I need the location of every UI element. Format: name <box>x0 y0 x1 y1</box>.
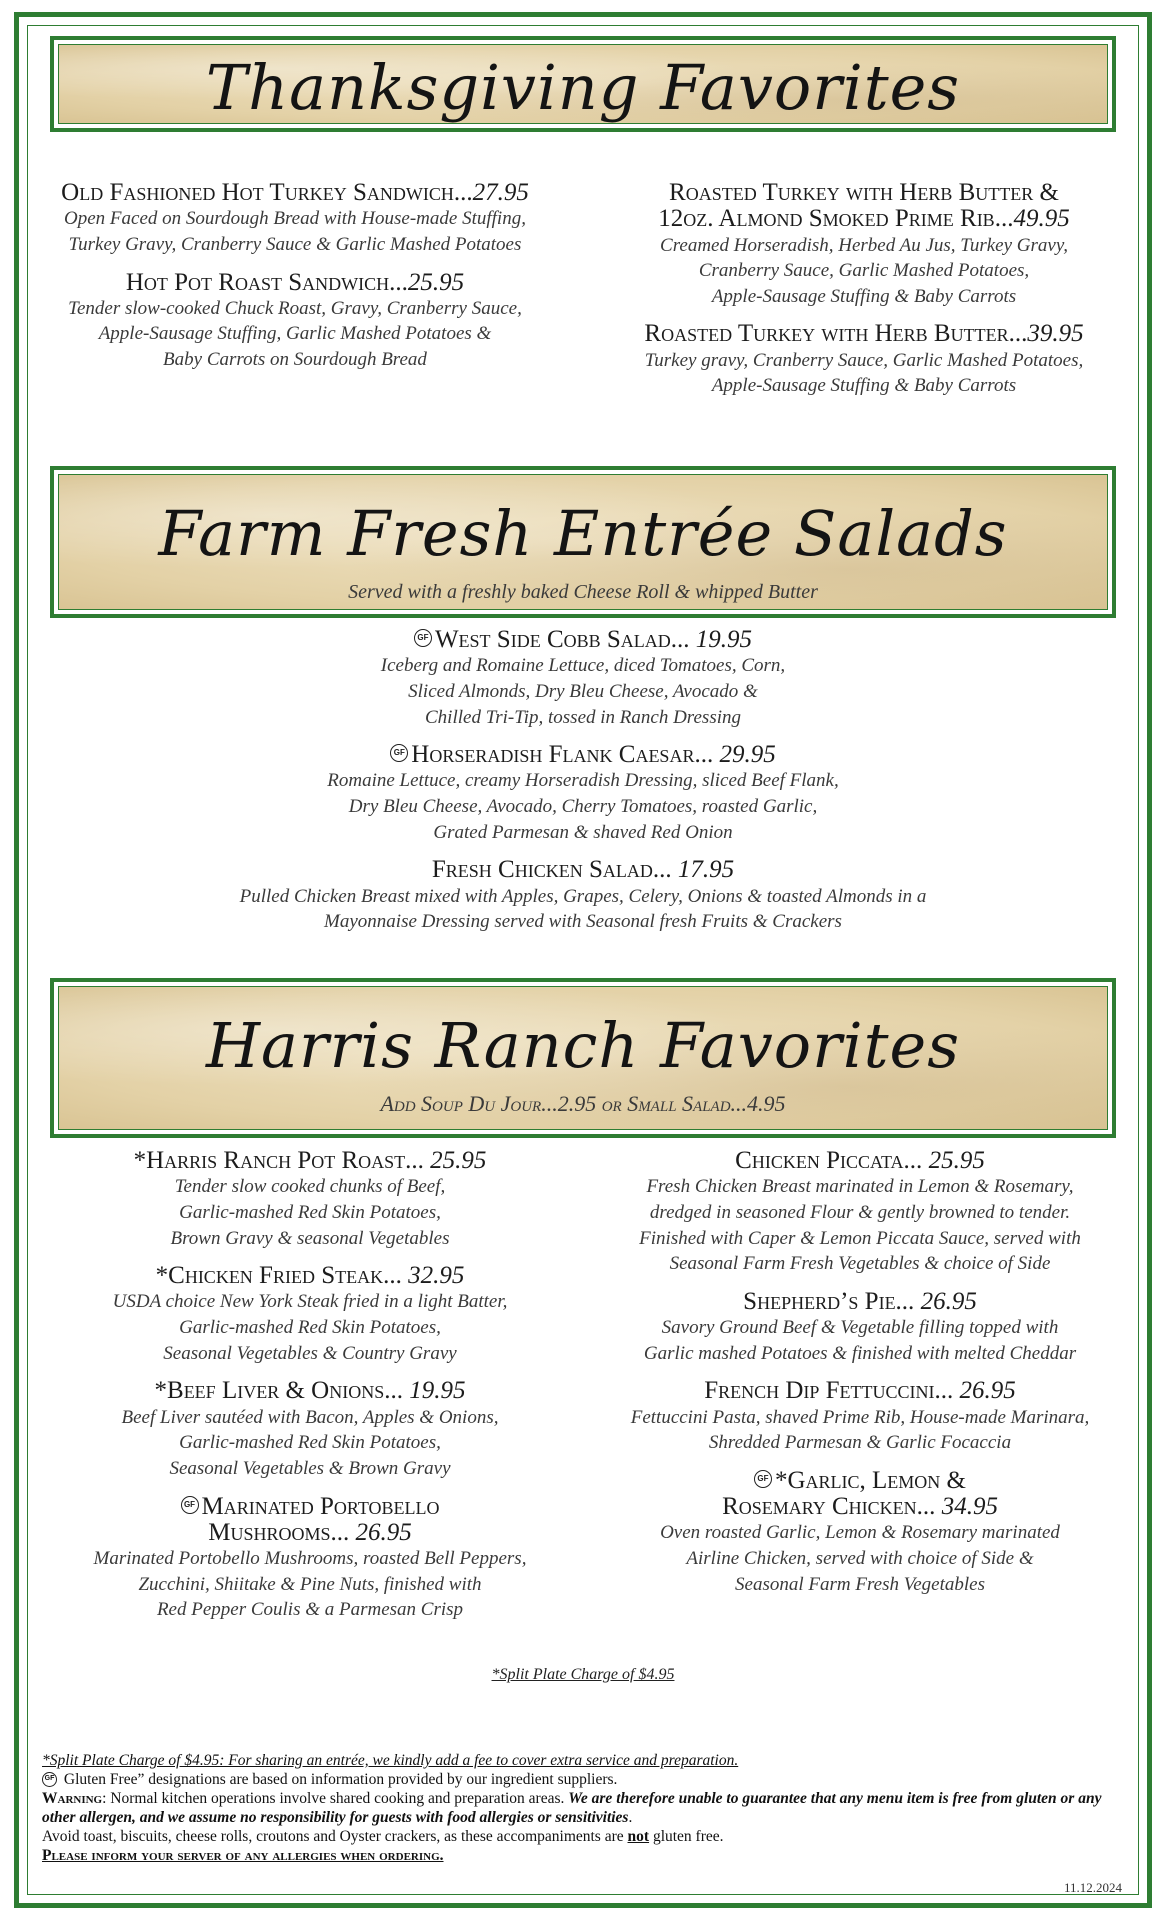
salads-subtitle: Served with a freshly baked Cheese Roll & whipped Butter <box>348 581 818 603</box>
item-description: Turkey gravy, Cranberry Sauce, Garlic Mashed Potatoes, Apple-Sausage Stuffing & Baby Carrots <box>644 349 1084 397</box>
menu-item <box>590 321 1138 399</box>
item-price: 29.95 <box>713 741 776 769</box>
menu-item <box>60 1494 560 1623</box>
item-name: Hot Pot Roast Sandwich...25.95 <box>125 268 465 296</box>
item-price: 25.95 <box>423 1147 487 1174</box>
harris-subtitle: Add Soup Du Jour...2.95 or Small Salad...4.95 <box>380 1091 786 1116</box>
menu-item <box>600 1378 1120 1456</box>
harris-left-column <box>60 1148 560 1635</box>
menu-date: 11.12.2024 <box>1063 1880 1122 1895</box>
item-name: *Harris Ranch Pot Roast... 25.95 <box>133 1147 487 1174</box>
item-price: 26.95 <box>953 1377 1016 1405</box>
item-description: Romaine Lettuce, creamy Horseradish Dressing, sliced Beef Flank, Dry Bleu Cheese, Avocado, Cherry Tomatoes, roasted Garlic, Grated Parmesan & shaved Red Onion <box>327 770 839 843</box>
gluten-free-icon: GF <box>754 1470 772 1488</box>
menu-item <box>30 180 560 258</box>
item-name: GF Marinated Portobello Mushrooms... 26.95 <box>60 1494 560 1547</box>
item-name: French Dip Fettuccini... 26.95 <box>704 1377 1016 1405</box>
salads-title: Farm Fresh Entrée Salads <box>158 497 1008 570</box>
item-description: Creamed Horseradish, Herbed Au Jus, Turkey Gravy, Cranberry Sauce, Garlic Mashed Potatoes, Apple-Sausage Stuffing & Baby Carrots <box>660 234 1068 307</box>
item-description: Oven roasted Garlic, Lemon & Rosemary marinated Airline Chicken, served with choice of Side & Seasonal Farm Fresh Vegetables <box>660 1522 1060 1595</box>
item-description: Marinated Portobello Mushrooms, roasted Bell Peppers, Zucchini, Shiitake & Pine Nuts, finished with Red Pepper Coulis & a Parmesan Crisp <box>93 1548 527 1621</box>
warning-disclaimer: Warning: Normal kitchen operations involve shared cooking and preparation areas. We are therefore unable to guarantee that any menu item is free from gluten or any other allergen, and we assume no responsibility for guests with food allergies or sensitivities. <box>42 1789 1102 1826</box>
harris-banner-parchment <box>58 986 1108 1130</box>
warning-label: Warning <box>42 1789 103 1807</box>
item-price: 26.95 <box>349 1518 412 1546</box>
item-price: 25.95 <box>922 1147 985 1174</box>
thanksgiving-right-column <box>590 180 1138 411</box>
thanksgiving-banner-parchment <box>58 44 1108 124</box>
item-description: Savory Ground Beef & Vegetable filling topped with Garlic mashed Potatoes & finished with melted Cheddar <box>643 1317 1077 1364</box>
item-description: Open Faced on Sourdough Bread with House-made Stuffing, Turkey Gravy, Cranberry Sauce & Garlic Mashed Potatoes <box>64 208 526 255</box>
item-description: Fresh Chicken Breast marinated in Lemon & Rosemary, dredged in seasoned Flour & gently browned to tender. Finished with Caper & Lemon Piccata Sauce, served with Seasonal Farm Fresh Vegetables & choice of Side <box>639 1176 1081 1275</box>
item-description: Tender slow-cooked Chuck Roast, Gravy, Cranberry Sauce, Apple-Sausage Stuffing, Garlic Mashed Potatoes & Baby Carrots on Sourdough Bread <box>68 297 522 371</box>
item-price: 19.95 <box>402 1377 466 1405</box>
item-name: Roasted Turkey with Herb Butter & 12oz. Almond Smoked Prime Rib...49.95 <box>658 179 1070 233</box>
menu-item <box>60 1263 560 1366</box>
item-price: 49.95 <box>1013 205 1070 233</box>
item-name: Chicken Piccata... 25.95 <box>735 1147 985 1174</box>
item-description: Fettuccini Pasta, shaved Prime Rib, House-made Marinara, Shredded Parmesan & Garlic Focaccia <box>630 1406 1090 1454</box>
split-plate-note: *Split Plate Charge of $4.95 <box>491 1666 675 1683</box>
salads-column <box>100 627 1066 947</box>
allergen-footer <box>42 1752 1122 1865</box>
harris-title: Harris Ranch Favorites <box>205 1009 961 1082</box>
item-name: GF *Garlic, Lemon & Rosemary Chicken... 34.95 <box>722 1466 998 1521</box>
gluten-free-icon: GF <box>42 1772 57 1787</box>
item-description: Tender slow cooked chunks of Beef, Garlic-mashed Red Skin Potatoes, Brown Gravy & seasonal Vegetables <box>170 1176 450 1249</box>
menu-item <box>600 1468 1120 1597</box>
item-price: 39.95 <box>1027 320 1084 348</box>
gluten-free-disclaimer: GF Gluten Free” designations are based on information provided by our ingredient suppliers. <box>42 1771 1122 1790</box>
item-name: *Beef Liver & Onions... 19.95 <box>154 1377 466 1405</box>
menu-item <box>30 270 560 373</box>
item-name: *Chicken Fried Steak... 32.95 <box>155 1262 465 1290</box>
thanksgiving-left-column <box>30 180 560 385</box>
item-name: Old Fashioned Hot Turkey Sandwich...27.95 <box>61 179 529 206</box>
salads-banner <box>50 466 1116 618</box>
item-description: Iceberg and Romaine Lettuce, diced Tomatoes, Corn, Sliced Almonds, Dry Bleu Cheese, Avocado & Chilled Tri-Tip, tossed in Ranch Dressing <box>380 655 786 728</box>
item-price: 27.95 <box>472 179 529 206</box>
menu-item <box>600 1148 1120 1277</box>
gluten-free-icon: GF <box>390 744 408 762</box>
thanksgiving-banner <box>50 36 1116 132</box>
item-price: 25.95 <box>407 268 465 296</box>
salads-banner-parchment <box>58 474 1108 610</box>
item-name: Shepherd’s Pie... 26.95 <box>743 1287 977 1315</box>
item-price: 34.95 <box>935 1493 998 1521</box>
item-price: 17.95 <box>671 856 735 884</box>
menu-item <box>100 627 1066 730</box>
item-name: GF West Side Cobb Salad... 19.95 <box>100 627 1066 653</box>
item-price: 32.95 <box>401 1262 465 1290</box>
item-price: 26.95 <box>914 1287 977 1315</box>
menu-item <box>60 1148 560 1251</box>
menu-item <box>590 180 1138 309</box>
item-description: Pulled Chicken Breast mixed with Apples, Grapes, Celery, Onions & toasted Almonds in a Mayonnaise Dressing served with Seasonal fresh Fruits & Crackers <box>239 885 927 933</box>
avoid-disclaimer: Avoid toast, biscuits, cheese rolls, croutons and Oyster crackers, as these accompaniments are not gluten free. <box>42 1827 724 1845</box>
harris-right-column <box>600 1148 1120 1609</box>
harris-banner <box>50 978 1116 1138</box>
split-plate-disclaimer: *Split Plate Charge of $4.95: For sharing an entrée, we kindly add a fee to cover extra service and preparation. <box>42 1752 739 1769</box>
menu-item <box>100 742 1066 845</box>
item-name: Roasted Turkey with Herb Butter...39.95 <box>644 320 1084 348</box>
inform-server-note: Please inform your server of any allergies when ordering. <box>42 1846 444 1864</box>
menu-item <box>60 1378 560 1481</box>
item-name: GF Horseradish Flank Caesar... 29.95 <box>100 742 1066 768</box>
menu-item <box>600 1289 1120 1367</box>
item-price: 19.95 <box>689 626 753 653</box>
gluten-free-icon: GF <box>181 1496 199 1514</box>
thanksgiving-title: Thanksgiving Favorites <box>205 51 961 124</box>
item-name: Fresh Chicken Salad... 17.95 <box>431 856 735 884</box>
item-description: Beef Liver sautéed with Bacon, Apples & Onions, Garlic-mashed Red Skin Potatoes, Seasonal Vegetables & Brown Gravy <box>121 1406 499 1479</box>
menu-item <box>100 857 1066 935</box>
item-description: USDA choice New York Steak fried in a light Batter, Garlic-mashed Red Skin Potatoes, Seasonal Vegetables & Country Gravy <box>112 1291 508 1364</box>
gluten-free-icon: GF <box>414 629 432 647</box>
